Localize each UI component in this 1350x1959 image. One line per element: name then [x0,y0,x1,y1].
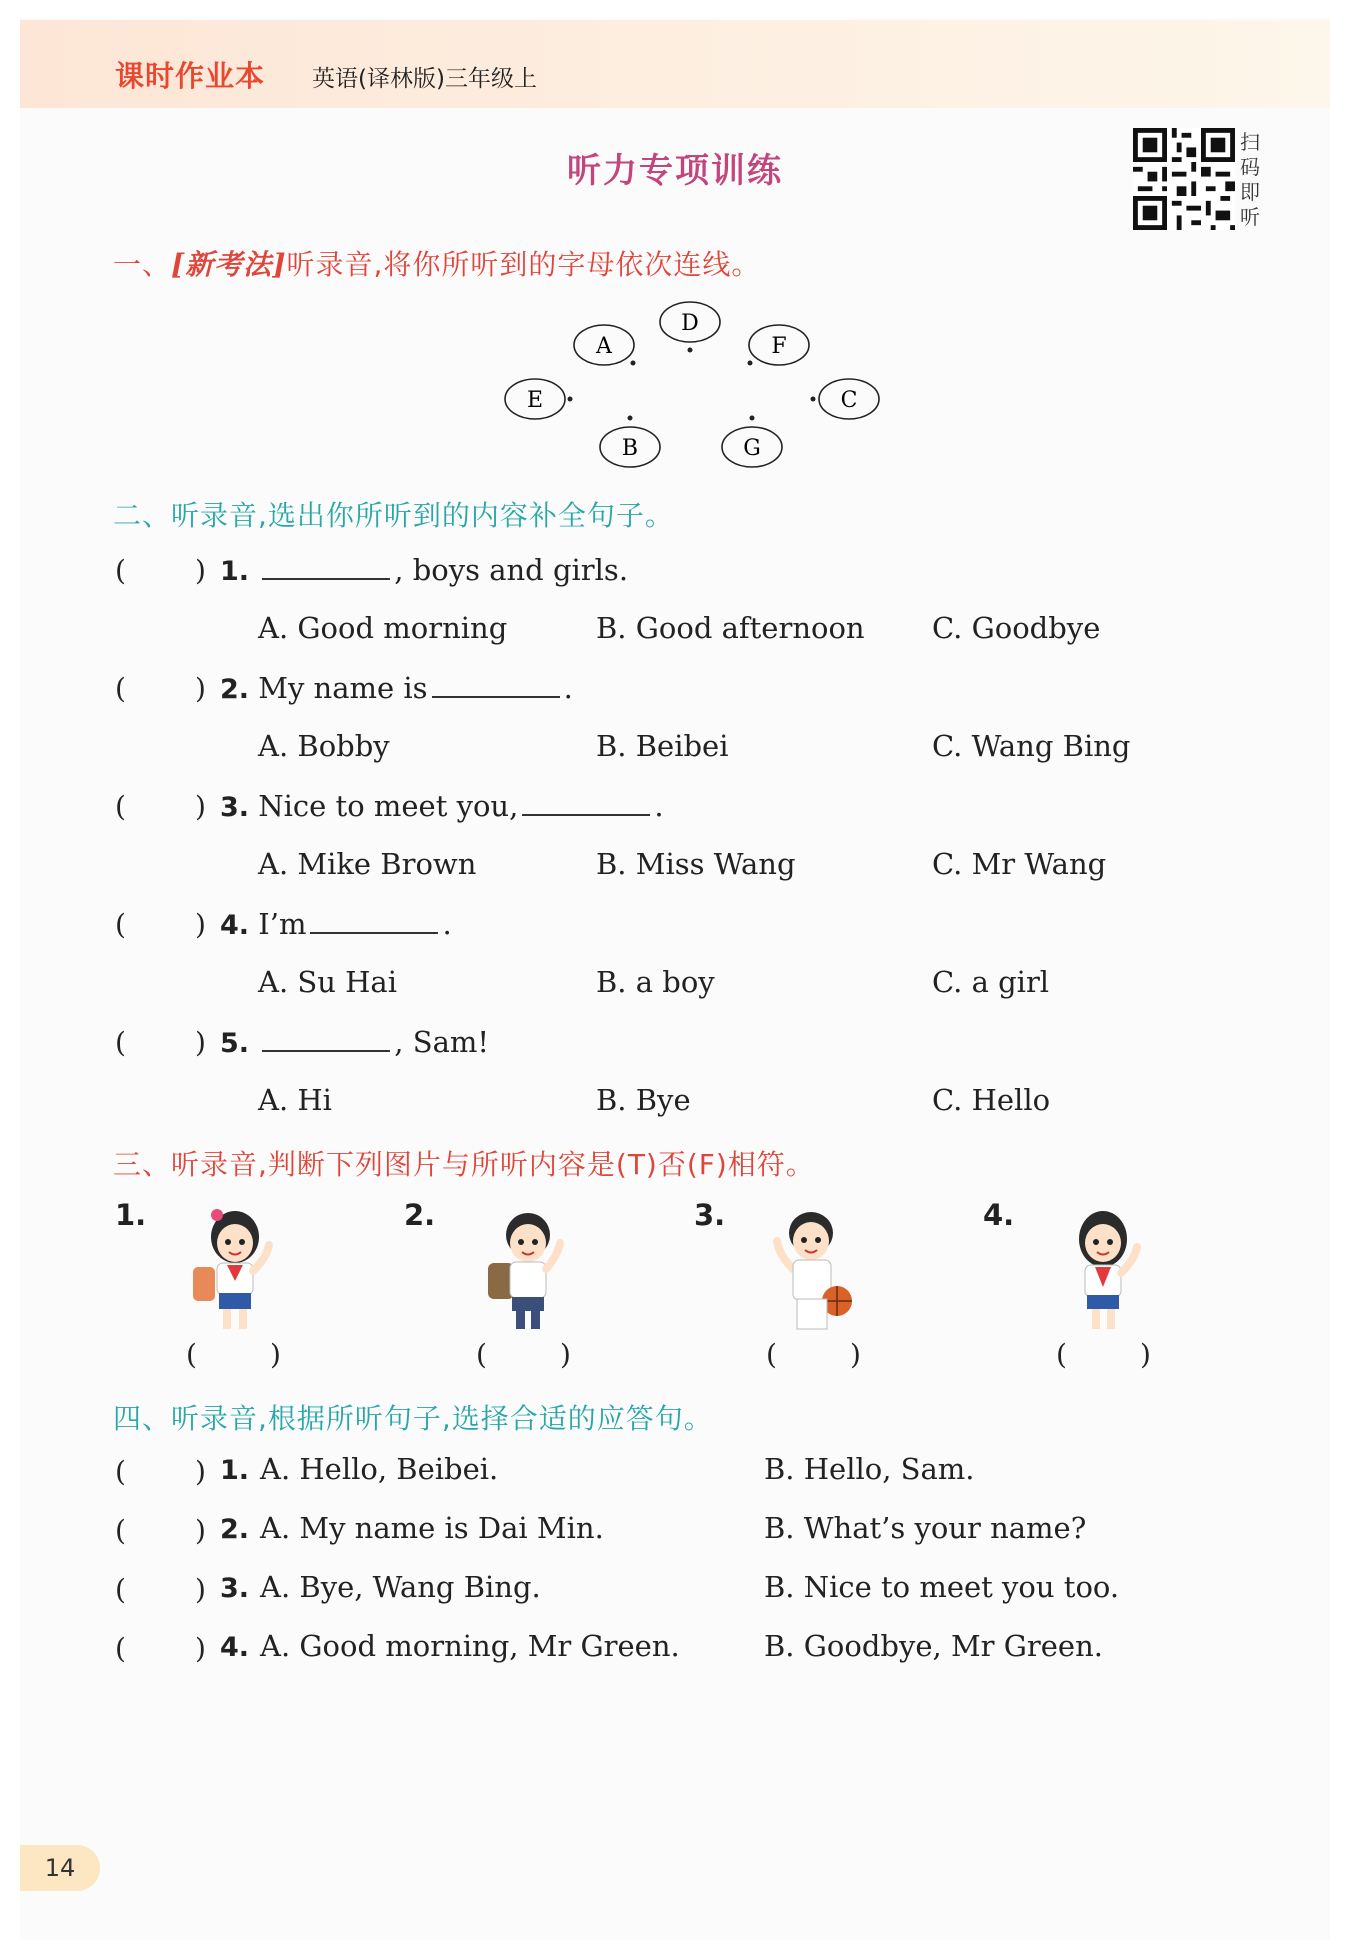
tf-paren-open[interactable]: ( [476,1338,487,1371]
question-text-before: Nice to meet you, [258,789,519,823]
option-a[interactable]: A. Mike Brown [258,847,477,881]
new-exam-tag: [新考法] [171,248,287,281]
answer-blank[interactable] [310,906,438,934]
girl-with-backpack-illustration [185,1205,285,1335]
brand-title: 课时作业本 [115,59,266,93]
dot-c [811,397,816,402]
question-2-4 [220,906,452,941]
question-text-after: . [563,671,573,705]
tf-paren-close[interactable]: ) [1140,1338,1151,1371]
question-number-text: 2. [220,1514,250,1545]
answer-paren-close[interactable]: ) [195,1026,206,1059]
option-c[interactable]: C. Wang Bing [932,729,1131,763]
letter-connect-diagram[interactable] [480,295,900,475]
question-number [220,1452,249,1486]
option-b[interactable]: B. Beibei [596,729,729,763]
response-option-a[interactable]: A. Good morning, Mr Green. [260,1629,680,1663]
answer-paren-close[interactable]: ) [195,908,206,941]
option-c[interactable]: C. a girl [932,965,1050,999]
answer-paren-open[interactable]: ( [115,554,126,587]
question-2-1 [220,552,628,587]
book-title: 英语(译林版)三年级上 [312,66,537,92]
section-1-prefix: 一、 [113,248,172,281]
letter-e: E [526,388,544,413]
question-2-3 [220,788,664,823]
response-option-b[interactable]: B. Goodbye, Mr Green. [764,1629,1103,1663]
page-title: 听力专项训练 [567,151,783,191]
option-b[interactable]: B. a boy [596,965,715,999]
question-number-text: 1. [220,1455,250,1486]
answer-paren-close[interactable]: ) [195,672,206,705]
dot-e [568,397,573,402]
answer-paren-close[interactable]: ) [195,790,206,823]
question-number: 4. [220,910,250,941]
answer-paren-open[interactable]: ( [115,1632,126,1665]
dot-g [750,416,755,421]
answer-blank[interactable] [262,1024,390,1052]
page-number: 14 [20,1845,100,1891]
response-option-a[interactable]: A. My name is Dai Min. [260,1511,604,1545]
answer-paren-open[interactable]: ( [115,1573,126,1606]
answer-blank[interactable] [522,788,650,816]
picture-number: 1. [115,1198,147,1232]
response-option-a[interactable]: A. Bye, Wang Bing. [260,1570,541,1604]
boy-with-basketball-illustration [765,1205,865,1335]
question-number: 3. [220,792,250,823]
question-text-before: My name is [258,671,428,705]
tf-paren-close[interactable]: ) [850,1338,861,1371]
section-1-heading [113,243,760,283]
letter-f: F [771,334,787,359]
option-c[interactable]: C. Goodbye [932,611,1101,645]
tf-paren-open[interactable]: ( [766,1338,777,1371]
picture-number: 2. [404,1198,436,1232]
answer-paren-open[interactable]: ( [115,672,126,705]
dot-b [628,416,633,421]
option-a[interactable]: A. Bobby [258,729,390,763]
section-4-heading: 四、听录音,根据所听句子,选择合适的应答句。 [113,1402,713,1435]
question-number-text: 4. [220,1632,250,1663]
tf-paren-close[interactable]: ) [560,1338,571,1371]
letter-c: C [840,388,858,413]
answer-paren-open[interactable]: ( [115,908,126,941]
question-number-text: 3. [220,1573,250,1604]
boy-with-backpack-illustration [476,1205,576,1335]
question-number: 5. [220,1028,250,1059]
answer-paren-open[interactable]: ( [115,1026,126,1059]
letter-a: A [596,334,612,359]
option-a[interactable]: A. Hi [258,1083,332,1117]
answer-paren-close[interactable]: ) [195,1632,206,1665]
tf-paren-open[interactable]: ( [186,1338,197,1371]
letter-d: D [681,311,699,336]
section-1-instruction: 听录音,将你所听到的字母依次连线。 [286,248,761,281]
response-option-a[interactable]: A. Hello, Beibei. [260,1452,499,1486]
question-number [220,1570,249,1604]
answer-paren-open[interactable]: ( [115,1514,126,1547]
question-2-5 [220,1024,489,1059]
section-3-heading: 三、听录音,判断下列图片与所听内容是(T)否(F)相符。 [113,1148,815,1181]
question-text-after: . [654,789,664,823]
option-c[interactable]: C. Hello [932,1083,1051,1117]
option-b[interactable]: B. Good afternoon [596,611,865,645]
dot-a [631,361,636,366]
option-a[interactable]: A. Good morning [258,611,508,645]
tf-paren-close[interactable]: ) [270,1338,281,1371]
question-text-after: . [442,907,452,941]
question-number [220,1629,249,1663]
letter-g: G [743,436,761,461]
letter-b: B [621,436,639,461]
question-number: 2. [220,674,250,705]
scan-to-listen-label: 扫码即听 [1240,130,1260,229]
tf-paren-open[interactable]: ( [1056,1338,1067,1371]
answer-paren-close[interactable]: ) [195,1455,206,1488]
answer-paren-close[interactable]: ) [195,554,206,587]
qr-code-icon[interactable] [1133,128,1235,230]
answer-blank[interactable] [262,552,390,580]
question-number [220,1511,249,1545]
question-text-after: , Sam! [394,1025,490,1059]
response-option-b[interactable]: B. What’s your name? [764,1511,1087,1545]
dot-d [688,348,693,353]
question-text-after: , boys and girls. [394,553,629,587]
option-c[interactable]: C. Mr Wang [932,847,1107,881]
option-a[interactable]: A. Su Hai [258,965,397,999]
picture-number: 4. [983,1198,1015,1232]
option-b[interactable]: B. Miss Wang [596,847,796,881]
answer-blank[interactable] [432,670,560,698]
response-option-b[interactable]: B. Hello, Sam. [764,1452,975,1486]
question-number: 1. [220,556,250,587]
question-text-before: I’m [258,907,307,941]
answer-paren-close[interactable]: ) [195,1514,206,1547]
girl-waving-illustration [1055,1205,1155,1335]
answer-paren-open[interactable]: ( [115,790,126,823]
picture-number: 3. [694,1198,726,1232]
dot-f [748,361,753,366]
question-2-2 [220,670,573,705]
option-b[interactable]: B. Bye [596,1083,691,1117]
answer-paren-close[interactable]: ) [195,1573,206,1606]
answer-paren-open[interactable]: ( [115,1455,126,1488]
response-option-b[interactable]: B. Nice to meet you too. [764,1570,1120,1604]
section-2-heading: 二、听录音,选出你所听到的内容补全句子。 [113,499,674,532]
